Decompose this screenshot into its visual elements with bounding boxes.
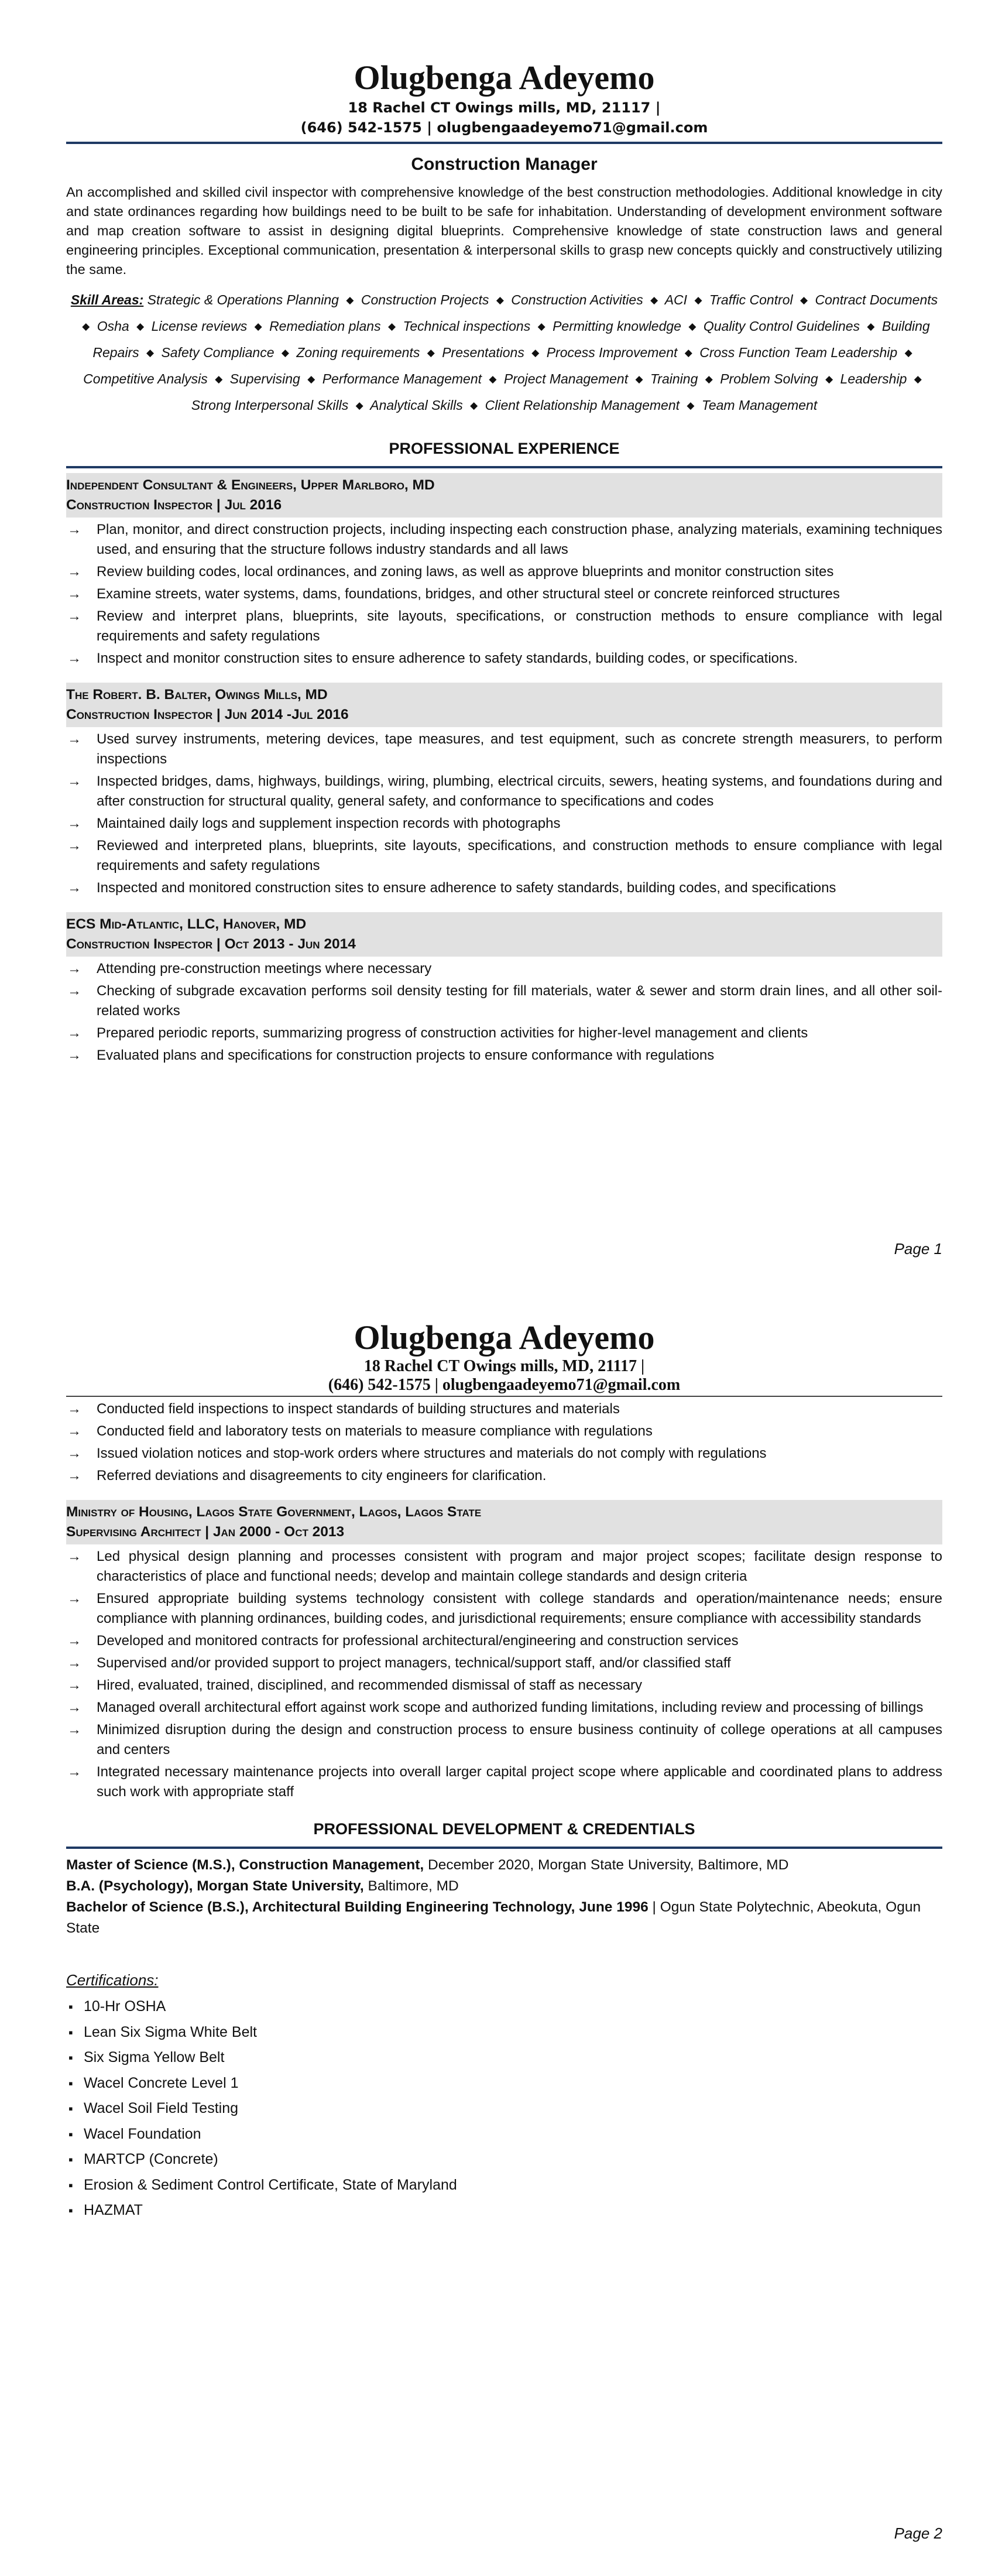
arrow-icon: → <box>67 1677 81 1693</box>
skill-item: Quality Control Guidelines <box>703 318 860 334</box>
skill-item: Team Management <box>701 398 818 413</box>
diamond-separator-icon: ◆ <box>650 294 658 306</box>
skill-item: Safety Compliance <box>161 345 275 360</box>
diamond-separator-icon: ◆ <box>346 294 354 306</box>
diamond-separator-icon: ◆ <box>904 347 912 358</box>
arrow-icon: → <box>67 1423 81 1439</box>
skill-areas-label: Skill Areas: <box>70 292 144 307</box>
list-item: → Managed overall architectural effort against work scope and authorized funding limitations, including review and processing of billings <box>66 1698 942 1718</box>
candidate-name: Olugbenga Adeyemo <box>354 1318 655 1356</box>
education-item: Bachelor of Science (B.S.), Architectural Building Engineering Technology, June 1996 | Ogun State Polytechnic, Abeokuta, Ogun State <box>66 1899 921 1936</box>
skill-item: Training <box>650 371 698 386</box>
bullet-icon: ▪ <box>68 1999 73 2014</box>
arrow-icon: → <box>67 1764 81 1780</box>
skill-item: Permitting knowledge <box>553 318 681 334</box>
job-title: Construction Manager <box>411 155 598 174</box>
skill-item: Cross Function Team Leadership <box>699 345 898 360</box>
job-company: Independent Consultant & Engineers, Upper Marlboro, MD <box>66 477 435 493</box>
arrow-icon: → <box>67 773 81 789</box>
diamond-separator-icon: ◆ <box>281 347 289 358</box>
diamond-separator-icon: ◆ <box>355 400 363 411</box>
skill-item: Process Improvement <box>546 345 678 360</box>
skill-item: Construction Activities <box>511 292 643 307</box>
diamond-separator-icon: ◆ <box>914 374 922 385</box>
diamond-separator-icon: ◆ <box>635 374 643 385</box>
diamond-separator-icon: ◆ <box>867 321 875 332</box>
list-item: → Used survey instruments, metering devices, tape measures, and test equipment, such as concrete strength measurers, to perform inspections <box>66 729 942 769</box>
bullet-icon: ▪ <box>68 2152 73 2167</box>
arrow-icon: → <box>67 586 81 602</box>
job-bullets-continued <box>66 1399 942 1486</box>
address-line: 18 Rachel CT Owings mills, MD, 21117 | <box>363 1357 645 1375</box>
arrow-icon: → <box>67 1445 81 1461</box>
skill-item: Problem Solving <box>720 371 818 386</box>
list-item: → Plan, monitor, and direct construction projects, including inspecting each construction phase, analyzing materials, examining techniques used, and ensuring that the structure follows industry standards and all laws <box>66 520 942 560</box>
skill-item: Strong Interpersonal Skills <box>191 398 349 413</box>
list-item: → Attending pre-construction meetings where necessary <box>66 959 942 979</box>
arrow-icon: → <box>67 1591 81 1606</box>
job-bullets <box>66 959 942 1066</box>
skill-item: Osha <box>97 318 129 334</box>
diamond-separator-icon: ◆ <box>684 347 692 358</box>
contact-line: (646) 542-1575 | olugbengaadeyemo71@gmail.com <box>328 1376 681 1394</box>
job-bullets <box>66 1547 942 1802</box>
job-company: Ministry of Housing, Lagos State Government, Lagos, Lagos State <box>66 1504 482 1520</box>
list-item: → Reviewed and interpreted plans, blueprints, site layouts, specifications, and construction methods to ensure compliance with legal requirements and safety regulations <box>66 836 942 876</box>
list-item: → Examine streets, water systems, dams, foundations, bridges, and other structural steel or concrete reinforced structures <box>66 584 942 604</box>
list-item: → Conducted field inspections to inspect standards of building structures and materials <box>66 1399 942 1419</box>
skill-item: Technical inspections <box>403 318 531 334</box>
list-item: ▪ 10-Hr OSHA <box>66 1994 942 2020</box>
skill-item: Analytical Skills <box>370 398 463 413</box>
arrow-icon: → <box>67 1549 81 1564</box>
job-company: The Robert. B. Balter, Owings Mills, MD <box>66 687 328 703</box>
skill-item: Performance Management <box>322 371 482 386</box>
arrow-icon: → <box>67 564 81 580</box>
list-item: ▪ Erosion & Sediment Control Certificate, State of Maryland <box>66 2173 942 2198</box>
education-list <box>66 1855 942 1939</box>
diamond-separator-icon: ◆ <box>705 374 713 385</box>
diamond-separator-icon: ◆ <box>496 294 504 306</box>
experience-heading: PROFESSIONAL EXPERIENCE <box>389 440 620 457</box>
diamond-separator-icon: ◆ <box>427 347 435 358</box>
skill-item: Supervising <box>229 371 300 386</box>
arrow-icon: → <box>67 1047 81 1063</box>
list-item: ▪ Wacel Concrete Level 1 <box>66 2071 942 2097</box>
diamond-separator-icon: ◆ <box>694 294 702 306</box>
diamond-separator-icon: ◆ <box>531 347 540 358</box>
arrow-icon: → <box>67 983 81 999</box>
list-item: → Prepared periodic reports, summarizing progress of construction activities for higher-level management and clients <box>66 1023 942 1043</box>
job-bullets <box>66 520 942 669</box>
arrow-icon: → <box>67 1722 81 1738</box>
bullet-icon: ▪ <box>68 2075 73 2091</box>
skill-item: Building Repairs <box>92 318 930 360</box>
arrow-icon: → <box>67 650 81 666</box>
certifications-list <box>66 1994 942 2224</box>
list-item: → Ensured appropriate building systems technology consistent with college standards and operation/maintenance needs; ensure compliance with planning ordinances, building codes, and jurisdictional requirements; ensure compliance with accessibility standards <box>66 1589 942 1629</box>
diamond-separator-icon: ◆ <box>82 321 90 332</box>
list-item: → Referred deviations and disagreements to city engineers for clarification. <box>66 1466 942 1486</box>
arrow-icon: → <box>67 522 81 537</box>
skill-item: Client Relationship Management <box>485 398 680 413</box>
bullet-icon: ▪ <box>68 2203 73 2218</box>
experience-rule <box>66 466 942 468</box>
certifications-label: Certifications: <box>66 1971 159 1989</box>
page-number: Page 1 <box>894 1240 942 1258</box>
list-item: → Checking of subgrade excavation performs soil density testing for fill materials, water & sewer and storm drain lines, and all other soil-related works <box>66 981 942 1021</box>
list-item: → Inspected and monitored construction sites to ensure adherence to safety standards, building codes, and specifications <box>66 878 942 898</box>
skill-item: Project Management <box>503 371 629 386</box>
list-item: → Developed and monitored contracts for professional architectural/engineering and construction services <box>66 1631 942 1651</box>
diamond-separator-icon: ◆ <box>254 321 262 332</box>
summary-paragraph: An accomplished and skilled civil inspector with comprehensive knowledge of the best construction methodologies. Additional knowledge in city and state ordinances regarding how buildings need to be built to be safe for inhabitation. Understanding of development environment software and map creation software to assist in designing digital blueprints. Comprehensive knowledge of state construction laws and general engineering principles. Exceptional communication, presentation & interpersonal skills to grasp new concepts quickly and constructively utilizing the same. <box>66 184 942 277</box>
address-line: 18 Rachel CT Owings mills, MD, 21117 | <box>348 100 661 116</box>
arrow-icon: → <box>67 608 81 624</box>
arrow-icon: → <box>67 1401 81 1417</box>
list-item: → Led physical design planning and processes consistent with program and major project scopes; facilitate design response to characteristics of place and functional needs; develop and maintain college standards and design criteria <box>66 1547 942 1587</box>
diamond-separator-icon: ◆ <box>537 321 545 332</box>
list-item: ▪ HAZMAT <box>66 2198 942 2224</box>
education-item: Master of Science (M.S.), Construction Management, December 2020, Morgan State University, Baltimore, MD <box>66 1857 789 1873</box>
job-header <box>66 912 942 957</box>
diamond-separator-icon: ◆ <box>387 321 396 332</box>
list-item: → Minimized disruption during the design and construction process to ensure business continuity of college operations at all campuses and centers <box>66 1720 942 1760</box>
list-item: ▪ MARTCP (Concrete) <box>66 2147 942 2173</box>
diamond-separator-icon: ◆ <box>136 321 145 332</box>
skill-item: License reviews <box>151 318 248 334</box>
job-role: Construction Inspector | Jun 2014 -Jul 2016 <box>66 707 349 722</box>
diamond-separator-icon: ◆ <box>687 400 695 411</box>
arrow-icon: → <box>67 880 81 896</box>
arrow-icon: → <box>67 1633 81 1649</box>
list-item: ▪ Wacel Soil Field Testing <box>66 2096 942 2122</box>
diamond-separator-icon: ◆ <box>307 374 315 385</box>
diamond-separator-icon: ◆ <box>688 321 696 332</box>
list-item: → Supervised and/or provided support to project managers, technical/support staff, and/or classified staff <box>66 1653 942 1673</box>
diamond-separator-icon: ◆ <box>146 347 155 358</box>
job-header <box>66 473 942 518</box>
diamond-separator-icon: ◆ <box>215 374 223 385</box>
bullet-icon: ▪ <box>68 2126 73 2142</box>
list-item: ▪ Lean Six Sigma White Belt <box>66 2020 942 2046</box>
bullet-icon: ▪ <box>68 2177 73 2193</box>
candidate-name: Olugbenga Adeyemo <box>354 59 655 97</box>
page-2 <box>0 1288 995 2576</box>
credentials-rule <box>66 1847 942 1849</box>
education-item: B.A. (Psychology), Morgan State University, Baltimore, MD <box>66 1878 459 1894</box>
arrow-icon: → <box>67 731 81 747</box>
list-item: → Evaluated plans and specifications for construction projects to ensure conformance with regulations <box>66 1046 942 1066</box>
list-item: → Hired, evaluated, trained, disciplined, and recommended dismissal of staff as necessary <box>66 1676 942 1695</box>
skill-item: Presentations <box>442 345 524 360</box>
page-1-content <box>66 59 942 1068</box>
skill-item: ACI <box>664 292 688 307</box>
job-header <box>66 1500 942 1544</box>
list-item: → Integrated necessary maintenance projects into overall larger capital project scope where applicable and coordinated plans to address such work with appropriate staff <box>66 1762 942 1802</box>
list-item: → Issued violation notices and stop-work orders where structures and materials do not comply with regulations <box>66 1444 942 1464</box>
header-rule <box>66 142 942 144</box>
diamond-separator-icon: ◆ <box>800 294 808 306</box>
skill-item: Remediation plans <box>269 318 381 334</box>
arrow-icon: → <box>67 1468 81 1484</box>
list-item: ▪ Wacel Foundation <box>66 2122 942 2147</box>
arrow-icon: → <box>67 1655 81 1671</box>
arrow-icon: → <box>67 838 81 854</box>
list-item: → Inspect and monitor construction sites to ensure adherence to safety standards, building codes, or specifications. <box>66 649 942 669</box>
list-item: → Review building codes, local ordinances, and zoning laws, as well as approve blueprints and monitor construction sites <box>66 562 942 582</box>
header-rule <box>66 1396 942 1397</box>
credentials-heading: PROFESSIONAL DEVELOPMENT & CREDENTIALS <box>313 1820 695 1838</box>
arrow-icon: → <box>67 1025 81 1041</box>
job-role: Supervising Architect | Jan 2000 - Oct 2013 <box>66 1524 345 1540</box>
job-company: ECS Mid-Atlantic, LLC, Hanover, MD <box>66 916 307 932</box>
skill-item: Competitive Analysis <box>83 371 208 386</box>
job-role: Construction Inspector | Jul 2016 <box>66 497 282 513</box>
skill-item: Leadership <box>840 371 907 386</box>
job-role: Construction Inspector | Oct 2013 - Jun 2014 <box>66 936 356 952</box>
bullet-icon: ▪ <box>68 2050 73 2065</box>
page-2-content <box>66 1318 942 2224</box>
list-item: → Maintained daily logs and supplement inspection records with photographs <box>66 814 942 834</box>
diamond-separator-icon: ◆ <box>825 374 833 385</box>
skill-item: Zoning requirements <box>296 345 420 360</box>
job-bullets <box>66 729 942 898</box>
arrow-icon: → <box>67 816 81 831</box>
skill-item: Contract Documents <box>815 292 938 307</box>
diamond-separator-icon: ◆ <box>489 374 497 385</box>
list-item: → Inspected bridges, dams, highways, buildings, wiring, plumbing, electrical circuits, sewers, heating systems, and foundations during and after construction for structural quality, general safety, and conformance to specifications and codes <box>66 772 942 811</box>
contact-line: (646) 542-1575 | olugbengaadeyemo71@gmail.com <box>300 119 708 136</box>
skill-item: Traffic Control <box>709 292 793 307</box>
list-item: ▪ Six Sigma Yellow Belt <box>66 2045 942 2071</box>
skill-areas <box>66 287 942 419</box>
list-item: → Review and interpret plans, blueprints, site layouts, specifications, or construction methods to ensure compliance with legal requirements and safety regulations <box>66 607 942 646</box>
skill-item: Strategic & Operations Planning <box>147 292 339 307</box>
job-header <box>66 683 942 727</box>
skill-item: Construction Projects <box>361 292 489 307</box>
diamond-separator-icon: ◆ <box>470 400 478 411</box>
bullet-icon: ▪ <box>68 2025 73 2040</box>
arrow-icon: → <box>67 1700 81 1715</box>
arrow-icon: → <box>67 961 81 977</box>
bullet-icon: ▪ <box>68 2101 73 2116</box>
list-item: → Conducted field and laboratory tests on materials to measure compliance with regulations <box>66 1421 942 1441</box>
page-number: Page 2 <box>894 2524 942 2542</box>
